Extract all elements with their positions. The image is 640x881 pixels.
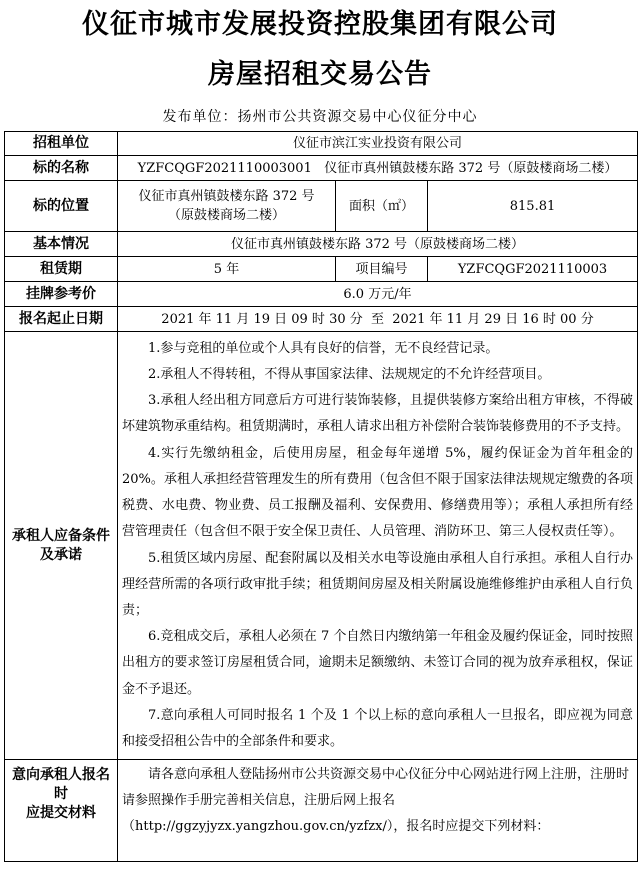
location-value [118, 181, 336, 232]
location-value-line1: 仪征市真州镇鼓楼东路 372 号 [138, 189, 315, 204]
condition-item: 7.意向承租人可同时报名 1 个及 1 个以上标的意向承租人一旦报名，即应视为同意和接受招租公告中的全部条件和要求。 [122, 707, 634, 749]
lease-term-value: 5 年 [118, 257, 336, 282]
application-label-line1: 意向承租人报名 [12, 767, 110, 783]
row-location [5, 181, 638, 232]
row-conditions [5, 332, 638, 760]
row-lease-term [5, 257, 638, 282]
conditions-label [5, 332, 118, 760]
condition-item: 2.承租人不得转租，不得从事国家法律、法规规定的不允许经营项目。 [148, 367, 551, 383]
location-value-line2: （原鼓楼商场二楼） [167, 208, 285, 223]
application-label-line3: 应提交材料 [26, 805, 96, 821]
project-no-label: 项目编号 [336, 257, 428, 282]
condition-item: 4.实行先缴纳租金，后使用房屋，租金每年递增 5%，履约保证金为首年租金的 20%。承租人承担经营管理发生的所有费用（包含但不限于国家法律法规规定缴费的各项税费、水电费、物业费、员工报酬及福利、安保费用、修缮费用等）；承租人承担所有经营管理责任（包含但不限于安全保卫责任、人员管理、消防环卫、第三人侵权责任等）。 [122, 445, 634, 540]
condition-item: 6.竞租成交后，承租人必须在 7 个自然日内缴纳第一年租金及履约保证金，同时按照出租方的要求签订房屋租赁合同，逾期未足额缴纳、未签订合同的视为放弃承租权，保证金不予退还。 [122, 629, 634, 697]
basic-info-value: 仪征市真州镇鼓楼东路 372 号（原鼓楼商场二楼） [118, 232, 638, 257]
reference-price-value: 6.0 万元/年 [118, 282, 638, 307]
condition-item: 3.承租人经出租方同意后方可进行装饰装修，且提供装修方案给出租方审核，不得破坏建筑物承重结构。租赁期满时，承租人请求出租方补偿附合装饰装修费用的不予支持。 [122, 393, 634, 435]
application-text: 请各意向承租人登陆扬州市公共资源交易中心仪征分中心网站进行网上注册，注册时请参照操作手册完善相关信息，注册后网上报名（http://ggzyjyzx.yangzhou.gov.cn/yzfzx/），报名时应提交下列材料： [122, 767, 630, 834]
project-no-value: YZFCQGF2021110003 [428, 257, 638, 282]
basic-info-label: 基本情况 [5, 232, 118, 257]
row-tender-unit [5, 132, 638, 156]
document-title: 仪征市城市发展投资控股集团有限公司 [82, 9, 558, 40]
row-signup-period [5, 307, 638, 332]
lease-term-label: 租赁期 [5, 257, 118, 282]
notice-table [4, 131, 638, 862]
row-basic-info [5, 232, 638, 257]
publisher-line: 发布单位：扬州市公共资源交易中心仪征分中心 [162, 109, 478, 125]
location-label: 标的位置 [5, 181, 118, 232]
condition-item: 5.租赁区域内房屋、配套附属以及相关水电等设施由承租人自行承担。承租人自行办理经营所需的各项行政审批手续；租赁期间房屋及相关附属设施维修维护由承租人自行负责； [122, 550, 634, 618]
reference-price-label: 挂牌参考价 [5, 282, 118, 307]
area-label: 面积（㎡） [336, 181, 428, 232]
tender-unit-value: 仪征市滨江实业投资有限公司 [118, 132, 638, 156]
subject-name-value: YZFCQGF2021110003001 仪征市真州镇鼓楼东路 372 号（原鼓楼商场二楼） [118, 156, 638, 181]
row-application [5, 760, 638, 862]
signup-period-label: 报名起止日期 [5, 307, 118, 332]
conditions-label-line2: 及承诺 [40, 546, 82, 563]
conditions-label-line1: 承租人应备条件 [12, 527, 110, 544]
condition-item: 1.参与竞租的单位或个人具有良好的信誉，无不良经营记录。 [148, 340, 499, 356]
subject-name-label: 标的名称 [5, 156, 118, 181]
area-value: 815.81 [428, 181, 638, 232]
tender-unit-label: 招租单位 [5, 132, 118, 156]
application-content [118, 760, 638, 862]
application-label-line2: 时 [54, 786, 68, 802]
signup-period-value: 2021 年 11 月 19 日 09 时 30 分 至 2021 年 11 月 29 日 16 时 00 分 [118, 307, 638, 332]
row-subject-name [5, 156, 638, 181]
application-label [5, 760, 118, 862]
document-subtitle: 房屋招租交易公告 [208, 59, 432, 90]
conditions-content [118, 332, 638, 760]
row-reference-price [5, 282, 638, 307]
